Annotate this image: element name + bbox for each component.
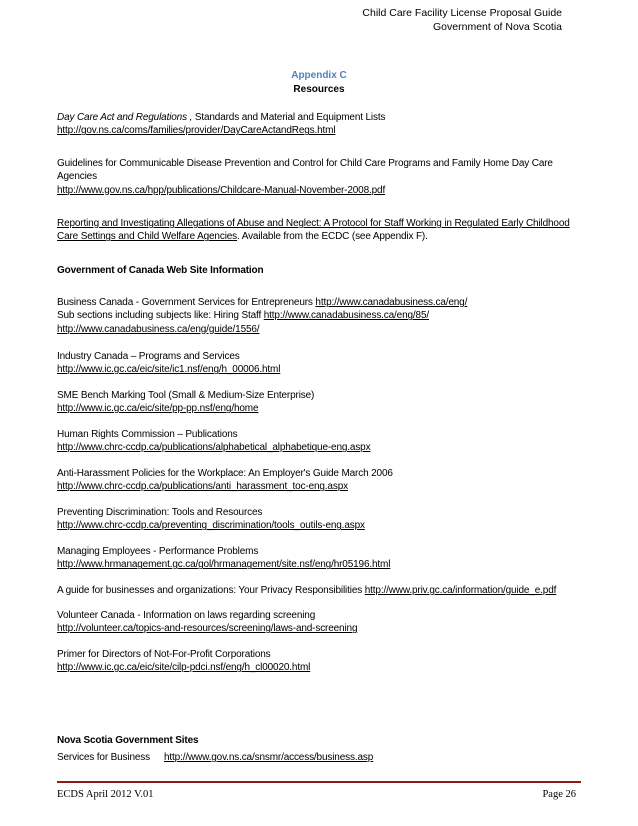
link-managing-employees[interactable]: http://www.hrmanagement.gc.ca/gol/hrmanagement/site.nsf/eng/hr05196.html <box>57 559 391 571</box>
link-privacy-guide[interactable]: http://www.priv.gc.ca/information/guide_e.pdf <box>364 585 557 596</box>
entry-title: A guide for businesses and organizations: Your Privacy Responsibilities <box>57 585 365 596</box>
entry-title-cont: Agencies <box>57 171 97 183</box>
entry-managing-employees <box>57 545 577 572</box>
entry-industry-canada <box>57 350 577 377</box>
entry-title: Volunteer Canada - Information on laws regarding screening <box>57 610 316 621</box>
entry-human-rights <box>57 428 577 455</box>
entry-title: SME Bench Marking Tool (Small & Medium-Size Enterprise) <box>57 390 315 401</box>
link-sme-bench[interactable]: http://www.ic.gc.ca/eic/site/pp-pp.nsf/eng/home <box>57 403 259 415</box>
link-canadabusiness-guide[interactable]: http://www.canadabusiness.ca/eng/guide/1556/ <box>57 323 260 335</box>
entry-title: Primer for Directors of Not-For-Profit Corporations <box>57 649 271 660</box>
link-childcare-manual[interactable]: http://www.gov.ns.ca/hpp/publications/Childcare-Manual-November-2008.pdf <box>57 184 386 196</box>
entry-volunteer-canada <box>57 609 577 636</box>
entry-title: Anti-Harassment Policies for the Workplace: An Employer's Guide March 2006 <box>57 468 393 479</box>
entry-abuse-protocol <box>57 217 577 244</box>
entry-title: Industry Canada – Programs and Services <box>57 351 240 362</box>
entry-title: Guidelines for Communicable Disease Prevention and Control for Child Care Programs and Family Home Day Care <box>57 158 553 169</box>
link-volunteer-canada[interactable]: http://volunteer.ca/topics-and-resources/screening/laws-and-screening <box>57 623 358 635</box>
running-header <box>362 6 562 34</box>
link-canadabusiness[interactable]: http://www.canadabusiness.ca/eng/ <box>315 297 468 308</box>
link-canadabusiness-85[interactable]: http://www.canadabusiness.ca/eng/85/ <box>263 310 429 322</box>
entry-communicable-disease <box>57 157 577 197</box>
entry-anti-harassment <box>57 467 577 494</box>
link-preventing-discrimination[interactable]: http://www.chrc-ccdp.ca/preventing_discrimination/tools_outils-eng.aspx <box>57 520 365 532</box>
footer-version: ECDS April 2012 V.01 <box>57 789 154 800</box>
link-day-care-act[interactable]: http://gov.ns.ca/coms/families/provider/DayCareActandRegs.html <box>57 125 336 137</box>
entry-day-care-act <box>57 111 577 138</box>
link-ns-business[interactable]: http://www.gov.ns.ca/snsmr/access/business.asp <box>164 752 374 763</box>
entry-title: Standards and Material and Equipment Lists <box>192 112 386 123</box>
section-heading-gov-canada: Government of Canada Web Site Information <box>57 265 264 276</box>
header-line-1: Child Care Facility License Proposal Guide <box>362 7 562 19</box>
entry-title: Reporting and Investigating Allegations of Abuse and Neglect: A Protocol for Staff Working in Regulated Early Childhood <box>57 218 570 229</box>
entry-title: Preventing Discrimination: Tools and Resources <box>57 507 263 518</box>
appendix-title: Appendix C <box>291 70 347 81</box>
resources-title: Resources <box>293 84 345 95</box>
entry-title-cont: Care Settings and Child Welfare Agencies <box>57 231 238 243</box>
link-primer[interactable]: http://www.ic.gc.ca/eic/site/cilp-pdci.nsf/eng/h_cl00020.html <box>57 662 311 674</box>
entry-primer <box>57 648 577 675</box>
entry-title: Managing Employees - Performance Problems <box>57 546 259 557</box>
entry-subtitle: Sub sections including subjects like: Hiring Staff <box>57 310 264 322</box>
link-anti-harassment[interactable]: http://www.chrc-ccdp.ca/publications/anti_harassment_toc-eng.aspx <box>57 481 348 493</box>
link-industry-canada[interactable]: http://www.ic.gc.ca/eic/site/ic1.nsf/eng/h_00006.html <box>57 364 281 376</box>
entry-title: Services for Business <box>57 752 150 763</box>
entry-title-italic: Day Care Act and Regulations , <box>57 112 193 123</box>
entry-business-canada <box>57 296 577 336</box>
entry-title: Business Canada - Government Services for Entrepreneurs <box>57 297 316 308</box>
section-heading-nova-scotia: Nova Scotia Government Sites <box>57 735 199 746</box>
entry-note: . Available from the ECDC (see Appendix F). <box>237 231 428 243</box>
footer-rule <box>57 781 581 783</box>
footer-page-number: Page 26 <box>542 789 576 800</box>
entry-ns-business <box>57 751 577 764</box>
entry-preventing-discrimination <box>57 506 577 533</box>
link-human-rights[interactable]: http://www.chrc-ccdp.ca/publications/alphabetical_alphabetique-eng.aspx <box>57 442 371 454</box>
entry-sme-bench <box>57 389 577 416</box>
entry-privacy-guide <box>57 584 577 597</box>
header-line-2: Government of Nova Scotia <box>433 21 562 33</box>
entry-title: Human Rights Commission – Publications <box>57 429 238 440</box>
